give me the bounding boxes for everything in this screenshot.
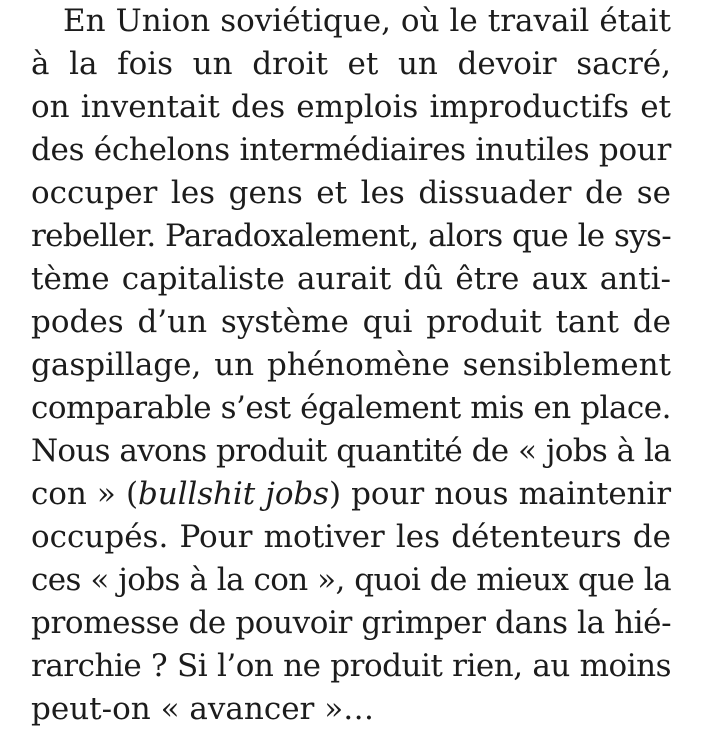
text-page [31, 0, 671, 738]
paragraph-line: ces « jobs à la con », quoi de mieux que la [31, 562, 671, 598]
italic-term: bullshit jobs [138, 476, 329, 512]
paragraph-line: des échelons intermédiaires inutiles pour [31, 132, 671, 168]
line-segment: con » ( [31, 476, 138, 512]
paragraph-line: promesse de pouvoir grimper dans la hié- [31, 605, 672, 641]
paragraph-last-line: peut-on « avancer »… [31, 691, 375, 727]
paragraph-line-with-italic [31, 473, 671, 516]
paragraph-line: occuper les gens et les dissuader de se [31, 175, 671, 211]
paragraph-line: En Union soviétique, où le travail était [63, 3, 671, 39]
paragraph-line: occupés. Pour motiver les détenteurs de [31, 519, 671, 555]
paragraph-line: tème capitaliste aurait dû être aux anti- [31, 261, 671, 297]
paragraph-line: podes d’un système qui produit tant de [31, 304, 671, 340]
paragraph-line: comparable s’est également mis en place. [31, 390, 671, 426]
paragraph-line: Nous avons produit quantité de « jobs à la [31, 433, 671, 469]
paragraph-line: rebeller. Paradoxalement, alors que le sys- [31, 218, 671, 254]
paragraph-line: à la fois un droit et un devoir sacré, [31, 46, 671, 82]
paragraph-line: rarchie ? Si l’on ne produit rien, au moins [31, 648, 671, 684]
paragraph-line: on inventait des emplois improductifs et [31, 89, 671, 125]
paragraph-line: gaspillage, un phénomène sensiblement [31, 347, 671, 383]
line-segment: ) pour nous maintenir [328, 476, 671, 512]
